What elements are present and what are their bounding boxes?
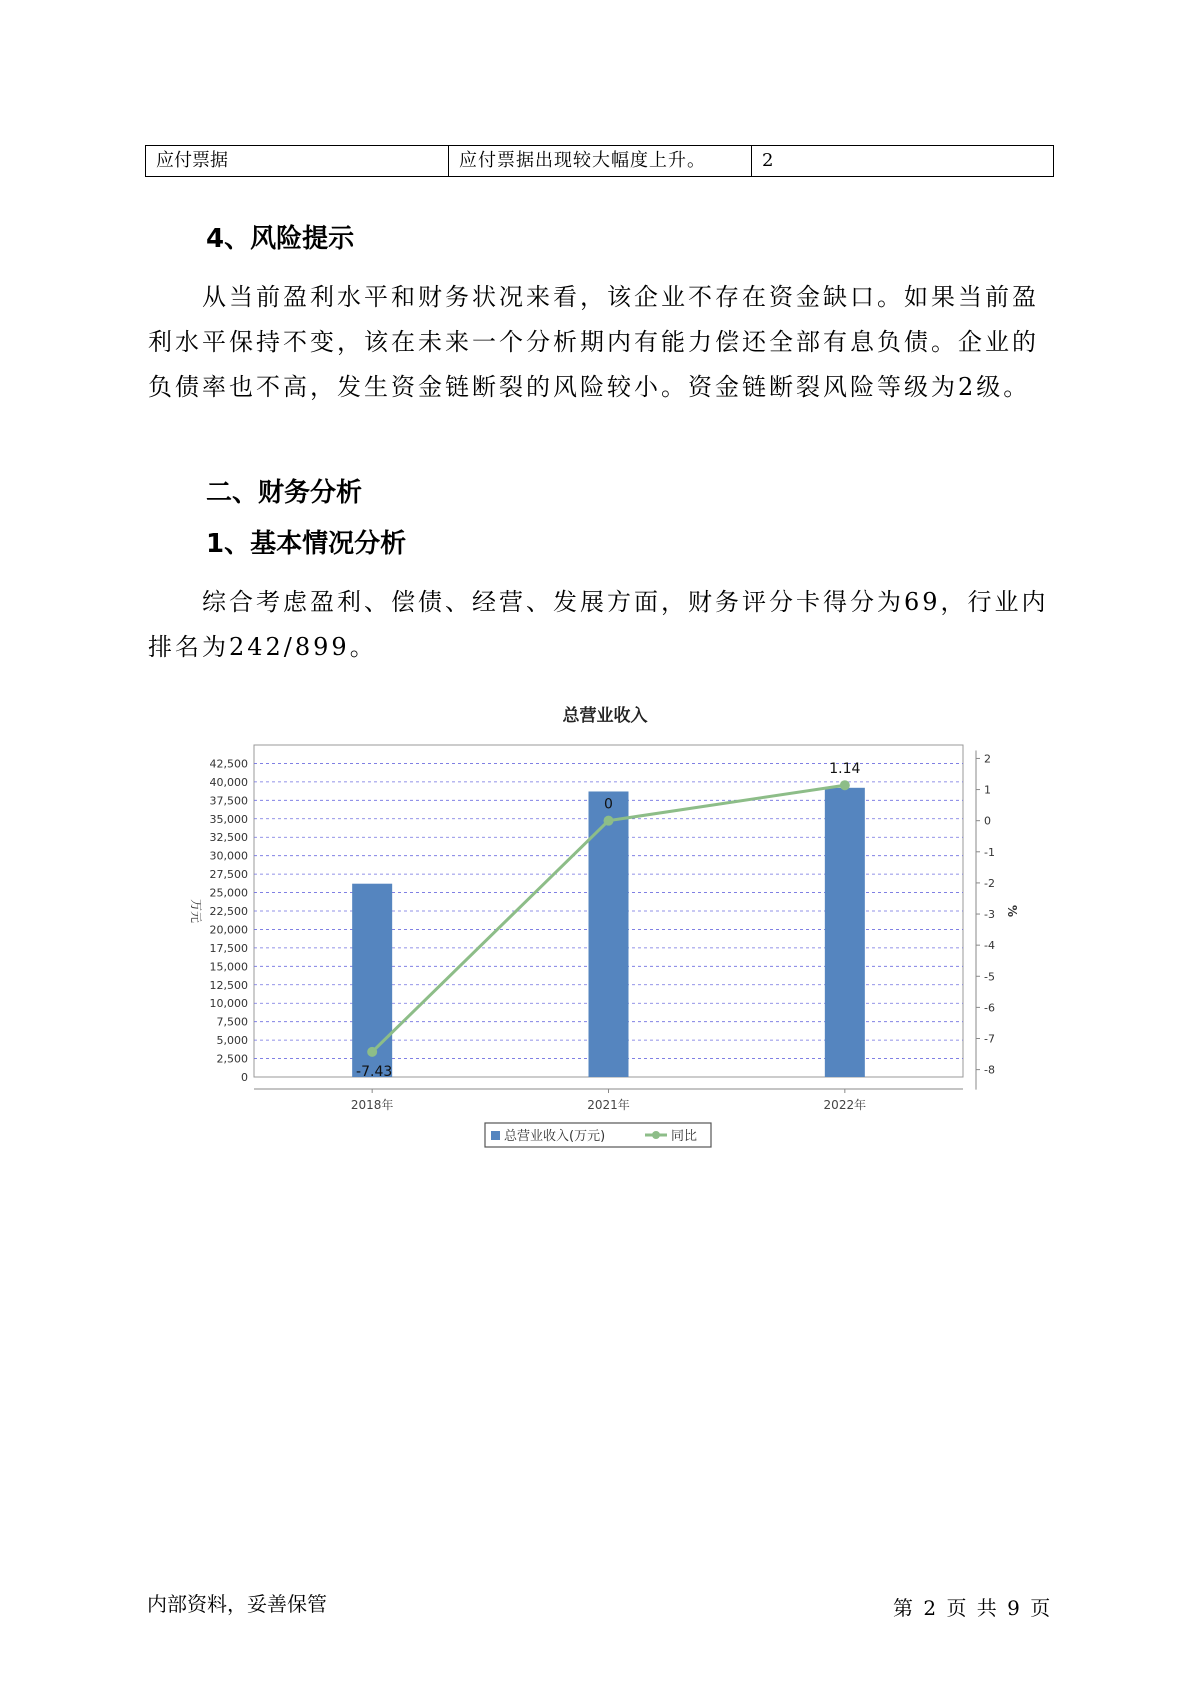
- y-axis-label: 万元: [189, 898, 203, 924]
- yoy-data-label: -7.43: [356, 1063, 393, 1080]
- y-tick-label: 37,500: [209, 794, 248, 808]
- y2-tick-label: -1: [984, 845, 995, 859]
- y-tick-label: 17,500: [209, 941, 248, 955]
- yoy-data-label: 1.14: [829, 761, 861, 778]
- table-cell-description: 应付票据出现较大幅度上升。: [449, 146, 752, 176]
- y-tick-label: 42,500: [209, 757, 248, 771]
- yoy-point-2021年: [604, 816, 614, 826]
- y-tick-label: 0: [241, 1071, 248, 1084]
- y2-tick-label: -4: [984, 939, 995, 953]
- x-tick-label: 2021年: [587, 1098, 630, 1112]
- y-tick-label: 27,500: [209, 868, 248, 882]
- y-tick-label: 15,000: [209, 960, 248, 974]
- y2-tick-label: 2: [984, 752, 991, 766]
- y2-tick-label: 1: [984, 783, 991, 797]
- risk-table-row: [145, 145, 1054, 177]
- chart-title: 总营业收入: [562, 706, 648, 726]
- heading-finance: 二、财务分析: [206, 478, 363, 508]
- y2-tick-label: -8: [984, 1063, 995, 1077]
- table-cell-level: 2: [762, 150, 774, 171]
- y-tick-label: 7,500: [216, 1015, 248, 1029]
- y-tick-label: 35,000: [209, 812, 248, 826]
- heading-risk: 4、风险提示: [206, 224, 355, 254]
- y-tick-label: 25,000: [209, 886, 248, 900]
- y-tick-label: 22,500: [209, 905, 248, 918]
- y2-tick-label: -6: [984, 1001, 995, 1015]
- bar-2022年: [825, 788, 865, 1077]
- legend-line-label: 同比: [671, 1129, 698, 1144]
- table-cell-item: 应付票据: [146, 146, 449, 176]
- y2-tick-label: -5: [984, 970, 995, 984]
- y-tick-label: 32,500: [209, 831, 248, 845]
- legend-line-marker: [652, 1131, 660, 1139]
- y-tick-label: 30,000: [209, 849, 248, 863]
- y2-tick-label: -7: [984, 1032, 995, 1046]
- paragraph-basic: 综合考虑盈利、偿债、经营、发展方面，财务评分卡得分为69，行业内排名为242/899。: [148, 588, 1049, 661]
- y2-tick-label: -3: [984, 908, 995, 922]
- y2-tick-label: -2: [984, 876, 995, 890]
- revenue-chart: [150, 695, 1019, 1155]
- yoy-point-2018年: [367, 1047, 377, 1057]
- paragraph-risk: 从当前盈利水平和财务状况来看，该企业不存在资金缺口。如果当前盈利水平保持不变，该在未来一个分析期内有能力偿还全部有息负债。企业的负债率也不高，发生资金链断裂的风险较小。资金链断裂风险等级为2级。: [148, 283, 1039, 401]
- footer-page-number: 第 2 页 共 9 页: [893, 1596, 1051, 1620]
- heading-basic: 1、基本情况分析: [206, 529, 407, 559]
- x-tick-label: 2022年: [823, 1098, 867, 1112]
- revenue-chart-svg: [150, 695, 1019, 1155]
- y-tick-label: 20,000: [209, 923, 248, 937]
- y2-axis-label: %: [1005, 904, 1019, 918]
- legend-bar-swatch: [491, 1131, 500, 1140]
- y-tick-label: 40,000: [209, 775, 248, 789]
- y-tick-label: 12,500: [209, 978, 248, 992]
- footer-confidential: 内部资料，妥善保管: [147, 1592, 327, 1616]
- yoy-data-label: 0: [604, 796, 613, 813]
- y-tick-label: 2,500: [216, 1052, 248, 1066]
- x-tick-label: 2018年: [350, 1098, 394, 1112]
- y-tick-label: 10,000: [209, 997, 248, 1011]
- y-tick-label: 5,000: [216, 1034, 248, 1048]
- legend-bar-label: 总营业收入(万元): [504, 1129, 606, 1144]
- yoy-point-2022年: [840, 780, 850, 790]
- y2-tick-label: 0: [984, 814, 991, 828]
